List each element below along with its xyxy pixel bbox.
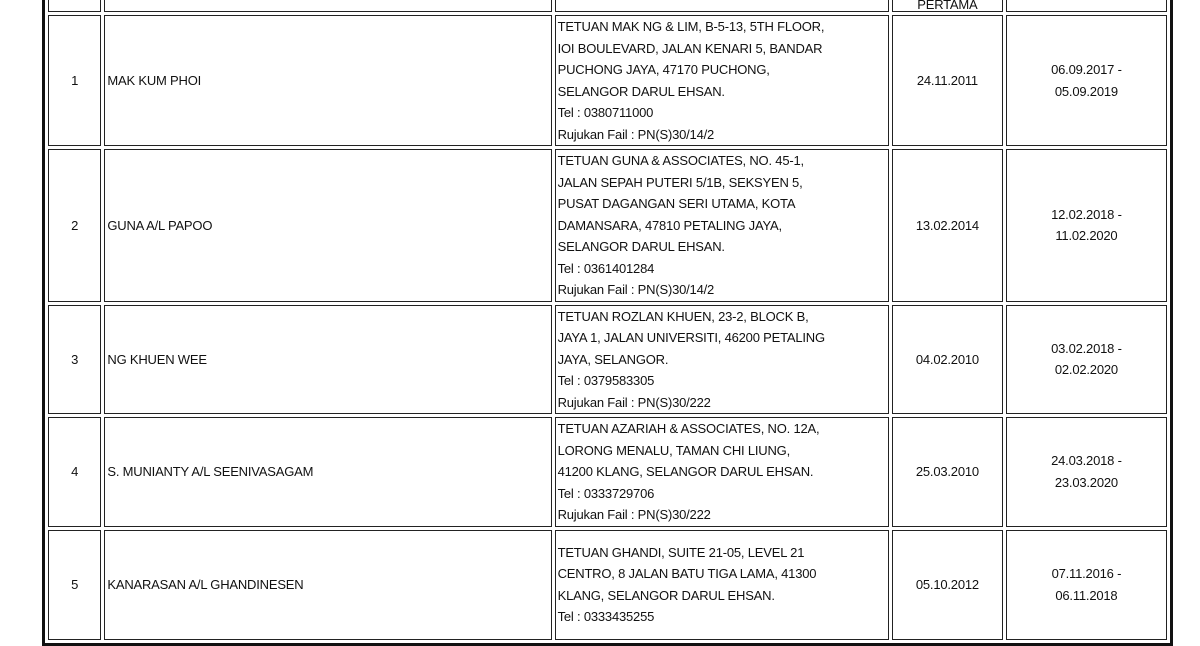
address-line: Rujukan Fail : PN(S)30/222: [557, 394, 711, 410]
first-date: 25.03.2010: [892, 417, 1003, 527]
firm-address: [555, 530, 889, 640]
period-start: 03.02.2018 -: [1051, 340, 1122, 356]
period-end: 23.03.2020: [1054, 474, 1118, 490]
practitioner-name: S. MUNIANTY A/L SEENIVASAGAM: [104, 417, 551, 527]
address-line: SELANGOR DARUL EHSAN.: [557, 239, 725, 254]
period-start: 24.03.2018 -: [1051, 453, 1122, 469]
first-date: 13.02.2014: [892, 149, 1003, 302]
period: [1006, 149, 1167, 302]
period: [1006, 417, 1167, 527]
period: [1006, 305, 1167, 415]
address-line: IOI BOULEVARD, JALAN KENARI 5, BANDAR: [557, 40, 823, 56]
address-line: SELANGOR DARUL EHSAN.: [557, 83, 725, 99]
address-line: JAYA, SELANGOR.: [557, 351, 669, 367]
address-line: Rujukan Fail : PN(S)30/14/2: [557, 126, 715, 142]
address-line: Rujukan Fail : PN(S)30/14/2: [557, 282, 715, 297]
address-line: Tel : 0379583305: [557, 373, 655, 388]
table-row: [48, 530, 1167, 640]
address-line: PUSAT DAGANGAN SERI UTAMA, KOTA: [557, 196, 796, 211]
firm-address: [555, 15, 889, 146]
period-end: 06.11.2018: [1055, 587, 1118, 603]
table-row: [48, 417, 1167, 527]
firm-address: [555, 149, 889, 302]
address-line: 41200 KLANG, SELANGOR DARUL EHSAN.: [557, 464, 814, 479]
period-start: 07.11.2016 -: [1051, 566, 1122, 581]
first-date: 05.10.2012: [892, 530, 1003, 640]
first-date: 24.11.2011: [892, 15, 1003, 146]
firm-address: [555, 417, 889, 527]
table-row: [48, 15, 1167, 146]
practitioner-name: MAK KUM PHOI: [104, 15, 551, 146]
header-name: [104, 0, 551, 12]
address-line: KLANG, SELANGOR DARUL EHSAN.: [557, 587, 775, 603]
address-line: TETUAN AZARIAH & ASSOCIATES, NO. 12A,: [557, 421, 820, 436]
address-line: Rujukan Fail : PN(S)30/222: [557, 507, 711, 522]
period-start: 06.09.2017 -: [1051, 62, 1122, 77]
first-date: 04.02.2010: [892, 305, 1003, 415]
address-line: JALAN SEPAH PUTERI 5/1B, SEKSYEN 5,: [557, 174, 803, 190]
table-row: [48, 305, 1167, 415]
header-address: [555, 0, 889, 12]
address-line: Tel : 0380711000: [557, 105, 654, 120]
header-date: PERTAMA: [892, 0, 1003, 12]
row-number: 1: [48, 15, 101, 146]
firm-address: [555, 305, 889, 415]
table-row: [48, 149, 1167, 302]
address-line: CENTRO, 8 JALAN BATU TIGA LAMA, 41300: [557, 566, 817, 581]
period-end: 02.02.2020: [1054, 362, 1118, 378]
address-line: TETUAN GHANDI, SUITE 21-05, LEVEL 21: [557, 544, 805, 560]
period-end: 05.09.2019: [1054, 83, 1118, 99]
row-number: 4: [48, 417, 101, 527]
address-line: Tel : 0361401284: [557, 260, 655, 276]
address-line: Tel : 0333435255: [557, 609, 655, 624]
practitioner-name: GUNA A/L PAPOO: [104, 149, 551, 302]
period-start: 12.02.2018 -: [1051, 206, 1122, 222]
header-no: [48, 0, 101, 12]
address-line: TETUAN ROZLAN KHUEN, 23-2, BLOCK B,: [557, 308, 809, 324]
row-number: 3: [48, 305, 101, 415]
address-line: DAMANSARA, 47810 PETALING JAYA,: [557, 217, 782, 233]
address-line: LORONG MENALU, TAMAN CHI LIUNG,: [557, 442, 791, 458]
row-number: 5: [48, 530, 101, 640]
practitioner-name: NG KHUEN WEE: [104, 305, 551, 415]
address-line: JAYA 1, JALAN UNIVERSITI, 46200 PETALING: [557, 330, 825, 345]
address-line: TETUAN GUNA & ASSOCIATES, NO. 45-1,: [557, 153, 804, 168]
practitioner-name: KANARASAN A/L GHANDINESEN: [104, 530, 551, 640]
header-period: [1006, 0, 1167, 12]
address-line: PUCHONG JAYA, 47170 PUCHONG,: [557, 62, 770, 77]
address-line: Tel : 0333729706: [557, 485, 655, 501]
row-number: 2: [48, 149, 101, 302]
practitioner-table: [42, 0, 1173, 646]
period-end: 11.02.2020: [1055, 228, 1118, 244]
address-line: TETUAN MAK NG & LIM, B-5-13, 5TH FLOOR,: [557, 19, 825, 34]
period: [1006, 15, 1167, 146]
period: [1006, 530, 1167, 640]
table-header-row: [48, 0, 1167, 12]
